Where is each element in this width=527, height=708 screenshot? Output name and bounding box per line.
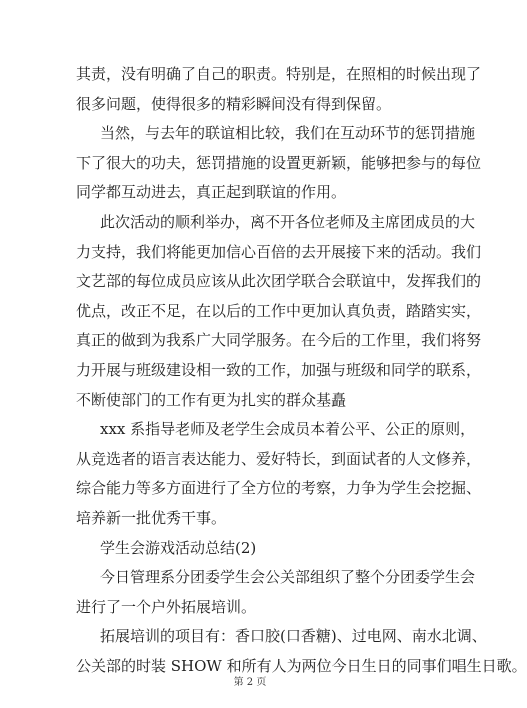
text-line: 很多问题，使得很多的精彩瞬间没有得到保留。 [76, 94, 392, 113]
text-line: xxx 系指导老师及老学生会成员本着公平、公正的原则， [100, 420, 476, 439]
text-line: 综合能力等多方面进行了全方位的考察，力争为学生会挖掘、 [76, 479, 482, 498]
text-line: 进行了一个户外拓展培训。 [76, 597, 257, 616]
page-number: 第 2 页 [233, 677, 267, 688]
section-heading: 学生会游戏活动总结(2) [100, 538, 257, 557]
text-line: 公关部的时装 SHOW 和所有人为两位今日生日的同事们唱生日歌。 [76, 656, 527, 675]
text-line: 同学都互动进去，真正起到联谊的作用。 [76, 183, 347, 202]
text-line: 文艺部的每位成员应该从此次团学联合会联谊中，发挥我们的 [76, 272, 482, 291]
text-line: 真正的做到为我系广大同学服务。在今后的工作里，我们将努 [76, 331, 482, 350]
text-line: 不断使部门的工作有更为扎实的群众基矗 [76, 390, 347, 409]
text-line: 优点，改正不足，在以后的工作中更加认真负责，踏踏实实， [76, 301, 482, 320]
text-line: 其责，没有明确了自己的职责。特别是，在照相的时候出现了 [76, 65, 482, 83]
text-line: 拓展培训的项目有：香口胶(口香糖)、过电网、南水北调、 [100, 627, 487, 646]
text-line: 力支持，我们将能更加信心百倍的去开展接下来的活动。我们 [76, 242, 482, 261]
text-line: 今日管理系分团委学生会公关部组织了整个分团委学生会 [100, 568, 476, 587]
text-line: 当然，与去年的联谊相比较，我们在互动环节的惩罚措施 [100, 124, 476, 143]
text-line: 下了很大的功夫，惩罚措施的设置更新颖，能够把参与的每位 [76, 153, 482, 172]
text-line: 力开展与班级建设相一致的工作，加强与班级和同学的联系， [76, 360, 482, 379]
text-line: 从竞选者的语言表达能力、爱好特长，到面试者的人文修养， [76, 449, 482, 468]
document-body [76, 60, 527, 681]
text-line: 培养新一批优秀干事。 [76, 508, 227, 527]
text-line: 此次活动的顺利举办，离不开各位老师及主席团成员的大 [100, 212, 476, 231]
